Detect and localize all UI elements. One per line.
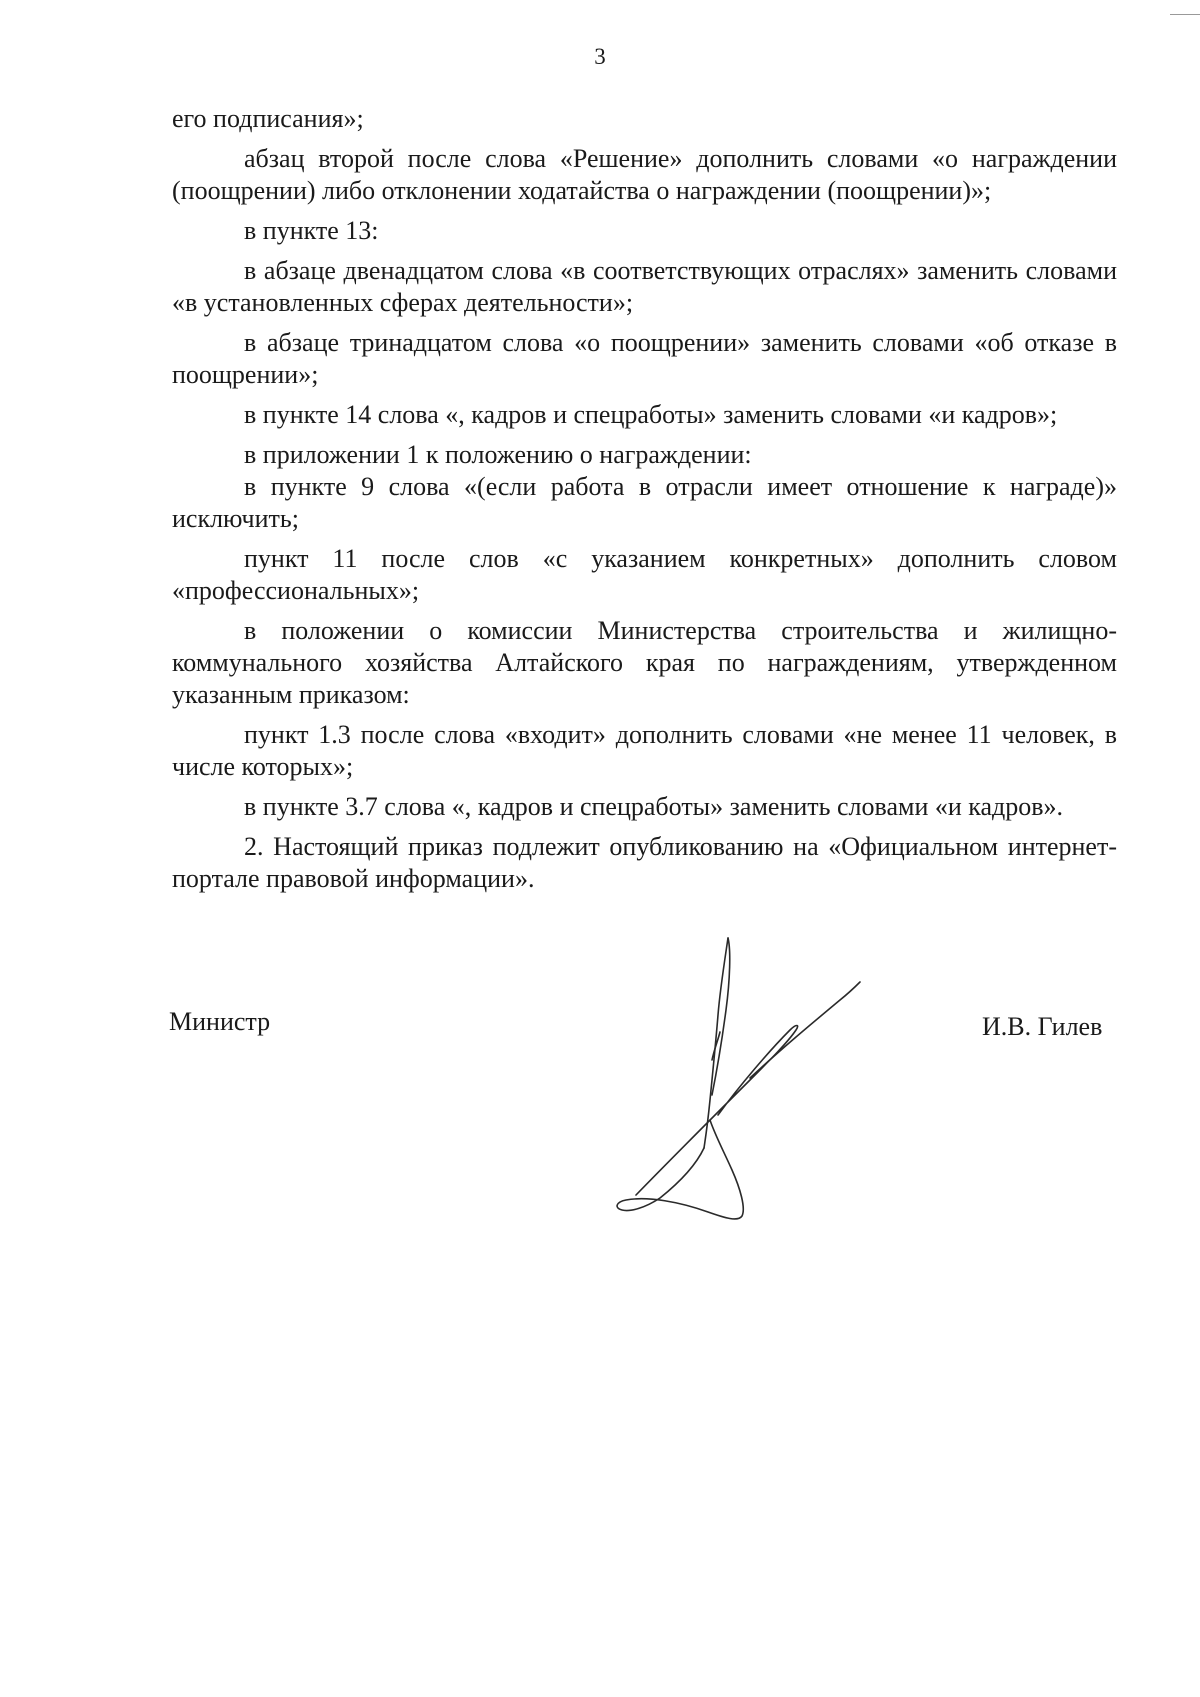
- paragraph: в абзаце двенадцатом слова «в соответствующих отраслях» заменить словами «в установленных сферах деятельности»;: [172, 256, 1117, 317]
- paragraph: в пункте 9 слова «(если работа в отрасли имеет отношение к награде)» исключить;: [172, 472, 1117, 533]
- paragraph: абзац второй после слова «Решение» дополнить словами «о награждении (поощрении) либо отклонении ходатайства о награждении (поощрении)»;: [172, 144, 1117, 205]
- paragraph: 2. Настоящий приказ подлежит опубликованию на «Официальном интернет-портале правовой информации».: [172, 832, 1117, 893]
- scan-edge-mark: [1170, 0, 1200, 15]
- document-body: [172, 103, 1117, 895]
- paragraph: в абзаце тринадцатом слова «о поощрении» заменить словами «об отказе в поощрении»;: [172, 328, 1117, 389]
- paragraph: пункт 11 после слов «с указанием конкретных» дополнить словом «профессиональных»;: [172, 544, 1117, 605]
- paragraph: пункт 1.3 после слова «входит» дополнить словами «не менее 11 человек, в числе которых»;: [172, 720, 1117, 781]
- page-number: 3: [594, 44, 606, 69]
- paragraph: в пункте 13:: [244, 216, 379, 245]
- paragraph: в положении о комиссии Министерства строительства и жилищно-коммунального хозяйства Алтайского края по награждениям, утвержденном указанным приказом:: [172, 616, 1117, 709]
- paragraph: в приложении 1 к положению о награждении:: [244, 440, 752, 469]
- paragraph: в пункте 14 слова «, кадров и спецработы» заменить словами «и кадров»;: [244, 400, 1058, 429]
- signatory-title: Министр: [169, 1007, 271, 1036]
- paragraph-continuation: его подписания»;: [172, 104, 364, 133]
- handwritten-signature: [600, 920, 870, 1220]
- paragraph: в пункте 3.7 слова «, кадров и спецработы» заменить словами «и кадров».: [244, 792, 1064, 821]
- signatory-name: И.В. Гилев: [982, 1012, 1103, 1041]
